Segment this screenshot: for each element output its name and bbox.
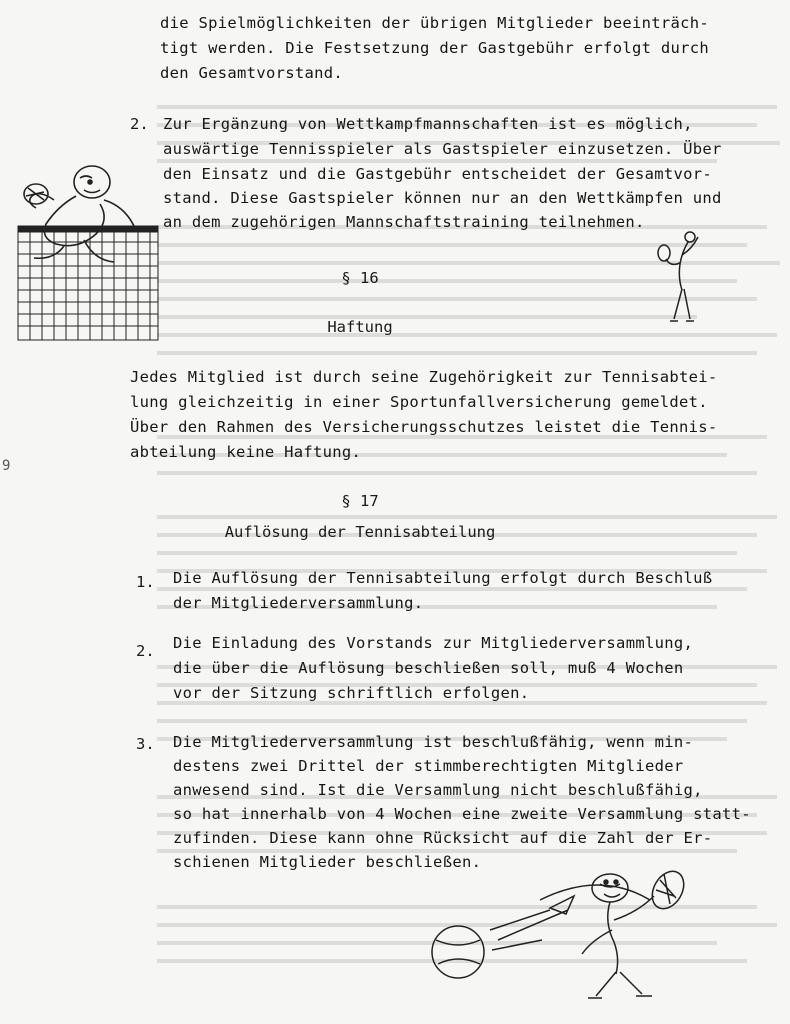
section-16-title: Haftung xyxy=(327,318,393,336)
section-16-line: Jedes Mitglied ist durch seine Zugehörigkeit zur Tennisabtei- xyxy=(130,368,718,386)
section-17-item-3-line: destens zwei Drittel der stimmberechtigten Mitglieder xyxy=(173,757,684,775)
section-17-title: Auflösung der Tennisabteilung xyxy=(224,523,496,541)
section-16-line: Über den Rahmen des Versicherungsschutzes leistet die Tennis- xyxy=(130,418,718,436)
section-17-item-3-line: anwesend sind. Ist die Versammlung nicht beschlußfähig, xyxy=(173,781,703,799)
section-17-item-1-line: Die Auflösung der Tennisabteilung erfolgt durch Beschluß xyxy=(173,569,713,587)
item-2-line: Zur Ergänzung von Wettkampfmannschaften ist es möglich, xyxy=(163,115,693,133)
section-17-number: § 17 xyxy=(341,492,379,510)
margin-mark: 9 xyxy=(2,458,11,474)
item-2-line: stand. Diese Gastspieler können nur an den Wettkämpfen und xyxy=(163,189,722,207)
top-paragraph-line: den Gesamtvorstand. xyxy=(160,64,344,82)
section-17-item-3-line: zufinden. Diese kann ohne Rücksicht auf die Zahl der Er- xyxy=(173,829,713,847)
section-17-item-3-line: so hat innerhalb von 4 Wochen eine zweite Versammlung statt- xyxy=(173,805,751,823)
section-17-item-3-line: Die Mitgliederversammlung ist beschlußfähig, wenn min- xyxy=(173,733,694,751)
section-16-line: lung gleichzeitig in einer Sportunfallversicherung gemeldet. xyxy=(130,393,708,411)
cartoon-ball-runner-illustration xyxy=(420,860,710,1010)
item-2-line: auswärtige Tennisspieler als Gastspieler einzusetzen. Über xyxy=(163,140,722,158)
section-16-number: § 16 xyxy=(341,269,379,287)
item-2-line: den Einsatz und die Gastgebühr entscheidet der Gesamtvor- xyxy=(163,165,713,183)
section-16-line: abteilung keine Haftung. xyxy=(130,443,362,461)
item-2-number: 2. xyxy=(130,115,149,133)
section-17-item-3-number: 3. xyxy=(136,735,155,753)
section-17-item-1-line: der Mitgliederversammlung. xyxy=(173,594,424,612)
top-paragraph-line: tigt werden. Die Festsetzung der Gastgebühr erfolgt durch xyxy=(160,39,710,57)
section-17-item-2-line: Die Einladung des Vorstands zur Mitgliederversammlung, xyxy=(173,634,694,652)
cartoon-player-net-illustration xyxy=(14,160,164,350)
section-17-item-2-line: die über die Auflösung beschließen soll, muß 4 Wochen xyxy=(173,659,684,677)
top-paragraph-line: die Spielmöglichkeiten der übrigen Mitglieder beeinträch- xyxy=(160,14,710,32)
item-2-line: an dem zugehörigen Mannschaftstraining teilnehmen. xyxy=(163,213,645,231)
section-17-item-3-line: schienen Mitglieder beschließen. xyxy=(173,853,482,871)
section-17-item-2-line: vor der Sitzung schriftlich erfolgen. xyxy=(173,684,530,702)
section-17-item-2-number: 2. xyxy=(136,642,155,660)
cartoon-serving-figure-illustration xyxy=(650,225,710,325)
section-17-item-1-number: 1. xyxy=(136,573,155,591)
